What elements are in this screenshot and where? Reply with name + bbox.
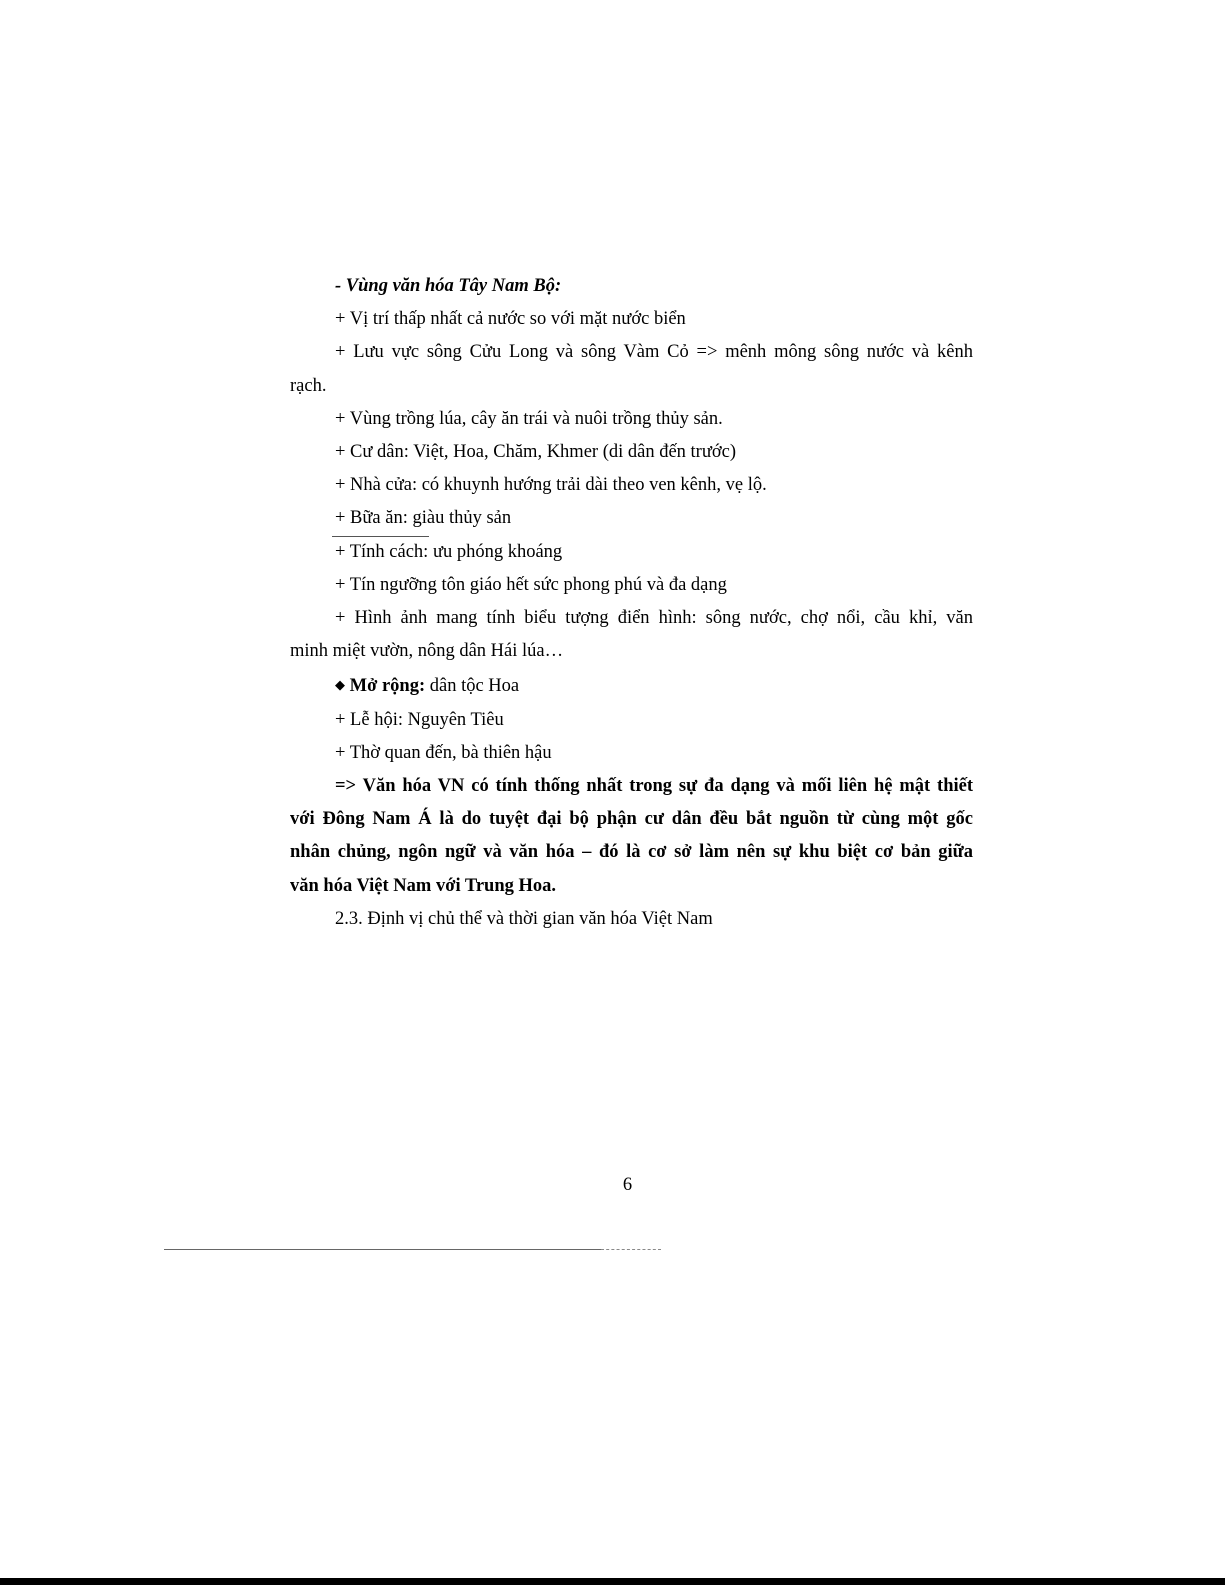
conclusion-line: nhân chủng, ngôn ngữ và văn hóa – đó là cơ sở làm nên sự khu biệt cơ bản giữa: [290, 842, 973, 863]
paragraph-line: + Thờ quan đến, bà thiên hậu: [335, 742, 552, 763]
page-number: 6: [622, 1175, 633, 1195]
footer-rule-dashed: [601, 1249, 661, 1250]
paragraph-line: + Vị trí thấp nhất cả nước so với mặt nước biển: [335, 309, 686, 330]
expand-line: [290, 668, 973, 703]
paragraph-line: + Hình ảnh mang tính biểu tượng điển hình: sông nước, chợ nổi, cầu khỉ, văn: [335, 608, 973, 629]
conclusion-line: => Văn hóa VN có tính thống nhất trong sự đa dạng và mối liên hệ mật thiết: [335, 776, 973, 797]
diamond-bullet-icon: ◆: [335, 677, 345, 693]
conclusion-line: văn hóa Việt Nam với Trung Hoa.: [290, 875, 557, 896]
body-text: [290, 270, 973, 936]
paragraph-line: + Lễ hội: Nguyên Tiêu: [335, 709, 504, 730]
paragraph-line: + Tính cách: ưu phóng khoáng: [335, 541, 563, 562]
footer-rule: [164, 1249, 601, 1250]
paragraph-line: + Nhà cửa: có khuynh hướng trải dài theo ven kênh, vẹ lộ.: [335, 475, 767, 496]
paragraph-line: minh miệt vườn, nông dân Hái lúa…: [290, 641, 564, 662]
expand-text: dân tộc Hoa: [425, 676, 520, 697]
paragraph-line: + Lưu vực sông Cửu Long và sông Vàm Cỏ => mênh mông sông nước và kênh: [335, 342, 973, 363]
section-heading: - Vùng văn hóa Tây Nam Bộ:: [335, 276, 562, 296]
paragraph-line: rạch.: [290, 375, 327, 396]
paragraph-line: + Cư dân: Việt, Hoa, Chăm, Khmer (di dân đến trước): [335, 442, 737, 463]
section-title: 2.3. Định vị chủ thể và thời gian văn hóa Việt Nam: [335, 908, 713, 929]
paragraph-line: + Tín ngưỡng tôn giáo hết sức phong phú và đa dạng: [335, 574, 727, 595]
paragraph-line: + Vùng trồng lúa, cây ăn trái và nuôi trồng thủy sản.: [335, 408, 723, 429]
conclusion-line: với Đông Nam Á là do tuyệt đại bộ phận cư dân đều bắt nguồn từ cùng một gốc: [290, 809, 973, 830]
underline-mark: [332, 536, 429, 537]
bottom-border: [0, 1578, 1225, 1585]
expand-label: Mở rộng:: [349, 676, 426, 697]
paragraph-line: + Bữa ăn: giàu thủy sản: [335, 508, 512, 529]
